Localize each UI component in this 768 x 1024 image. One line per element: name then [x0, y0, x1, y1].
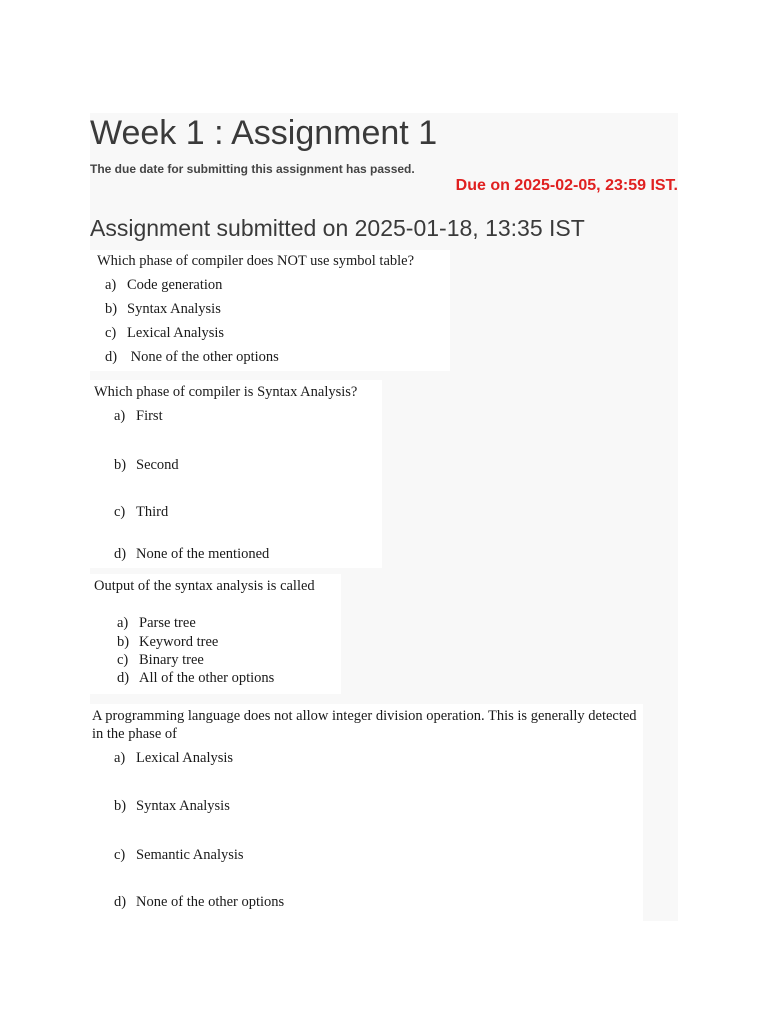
option-letter: d) — [117, 670, 130, 686]
page-title: Week 1 : Assignment 1 — [90, 114, 438, 152]
option-text: Lexical Analysis — [136, 750, 234, 766]
option-letter: d) — [114, 894, 127, 910]
option-text: Binary tree — [139, 652, 204, 668]
option-b — [114, 798, 230, 815]
option-c — [117, 652, 204, 669]
option-a — [114, 408, 163, 425]
option-a — [105, 277, 222, 294]
option-text: None of the other options — [136, 894, 285, 910]
option-letter: c) — [114, 847, 126, 863]
option-letter: a) — [114, 750, 126, 766]
option-text: None of the mentioned — [136, 546, 270, 562]
option-letter: a) — [114, 408, 126, 424]
option-text: Second — [136, 457, 179, 473]
due-date-passed-notice: The due date for submitting this assignment has passed. — [90, 162, 415, 176]
option-letter: c) — [117, 652, 129, 668]
option-text: Syntax Analysis — [136, 798, 230, 814]
question-2 — [90, 380, 382, 568]
question-4 — [90, 704, 643, 921]
question-text: Which phase of compiler does NOT use symbol table? — [97, 253, 415, 269]
option-c — [114, 504, 168, 521]
question-3 — [90, 574, 341, 694]
question-1 — [90, 250, 450, 371]
option-c — [114, 847, 244, 864]
option-letter: d) — [114, 546, 127, 562]
option-text: All of the other options — [139, 670, 275, 686]
option-a — [114, 750, 233, 767]
question-text: A programming language does not allow integer division operation. This is generally detected in the phase of — [92, 708, 637, 742]
option-letter: b) — [114, 798, 127, 814]
option-text: Third — [136, 504, 169, 520]
option-d — [114, 546, 269, 563]
question-text: Which phase of compiler is Syntax Analysis? — [94, 384, 358, 400]
question-text: Output of the syntax analysis is called — [94, 578, 315, 594]
option-b — [117, 634, 218, 651]
option-c — [105, 325, 224, 342]
option-letter: a) — [117, 615, 129, 631]
option-letter: c) — [105, 325, 117, 341]
due-date-label: Due on 2025-02-05, 23:59 IST. — [455, 177, 678, 194]
option-d — [114, 894, 284, 911]
option-d — [105, 349, 279, 366]
option-letter: b) — [105, 301, 118, 317]
option-letter: b) — [114, 457, 127, 473]
submission-status: Assignment submitted on 2025-01-18, 13:35 IST — [90, 215, 585, 241]
option-text: Keyword tree — [139, 634, 219, 650]
option-text: None of the other options — [127, 349, 279, 365]
option-b — [105, 301, 221, 318]
option-a — [117, 615, 196, 632]
option-letter: b) — [117, 634, 130, 650]
option-text: Lexical Analysis — [127, 325, 225, 341]
option-text: Syntax Analysis — [127, 301, 221, 317]
option-text: First — [136, 408, 163, 424]
option-text: Semantic Analysis — [136, 847, 244, 863]
option-text: Code generation — [127, 277, 223, 293]
option-d — [117, 670, 274, 687]
option-b — [114, 457, 179, 474]
option-letter: c) — [114, 504, 126, 520]
option-letter: d) — [105, 349, 118, 365]
option-letter: a) — [105, 277, 117, 293]
option-text: Parse tree — [139, 615, 196, 631]
